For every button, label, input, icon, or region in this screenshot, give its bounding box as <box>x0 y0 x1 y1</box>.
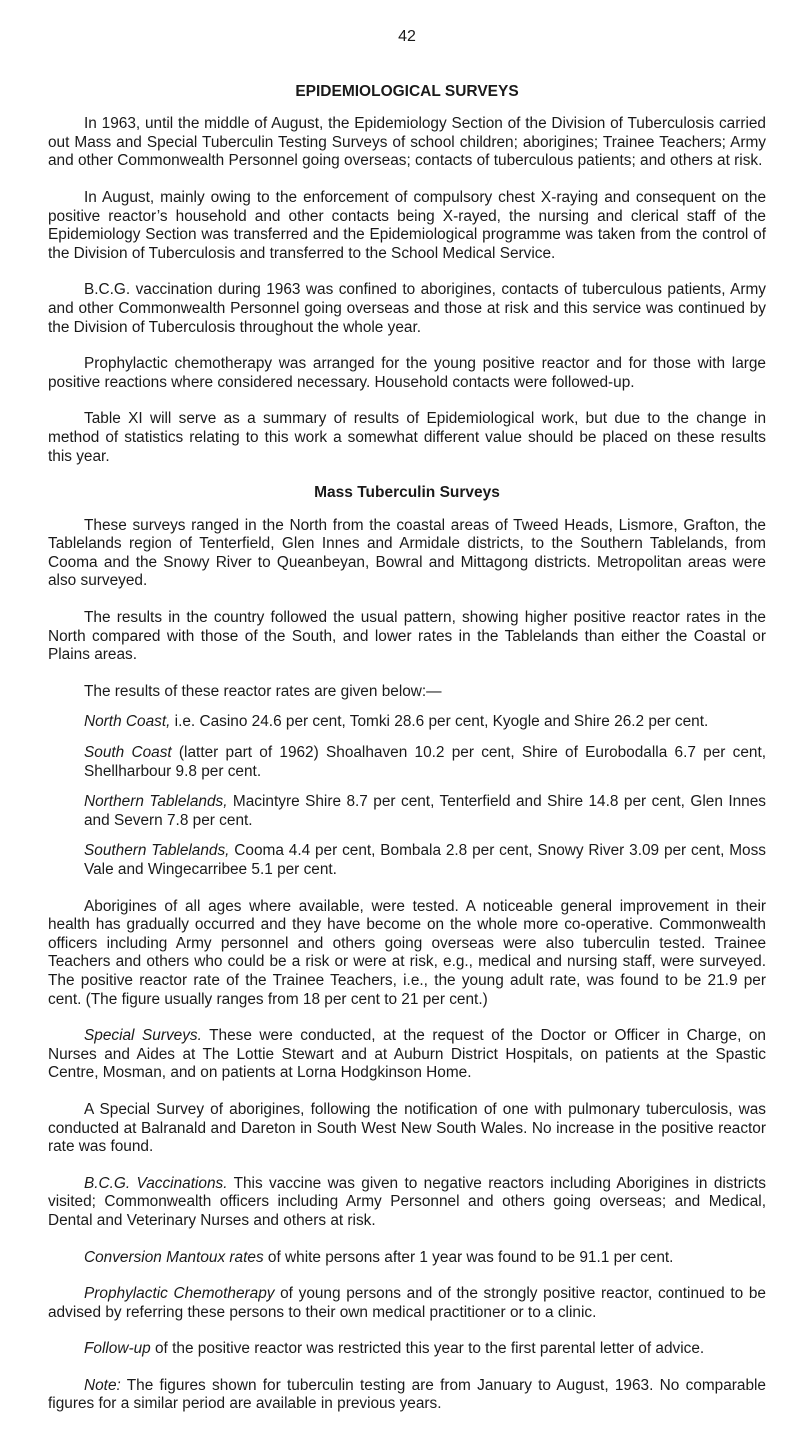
region-label: South Coast <box>84 744 172 762</box>
mass-paragraph-2: The results in the country followed the usual pattern, showing higher positive reactor rates in the North compared with those of the South, and lower rates in the Tablelands than either the Coastal or Plains areas. <box>48 609 766 664</box>
region-text: (latter part of 1962) Shoalhaven 10.2 per cent, Shire of Eurobodalla 6.7 per cent, Shellharbour 9.8 per cent. <box>84 744 767 780</box>
region-text: Cooma 4.4 per cent, Bombala 2.8 per cent, Snowy River 3.09 per cent, Moss Vale and Wingecarribee 5.1 per cent. <box>84 842 766 878</box>
paragraph-text: A Special Survey of aborigines, following the notification of one with pulmonary tuberculosis, was conducted at Balranald and Dareton in South West New South Wales. No increase in the positive reactor rate was found. <box>48 1100 766 1156</box>
follow-up-paragraph <box>48 1340 766 1359</box>
paragraph-label: Special Surveys. <box>84 1027 202 1045</box>
intro-paragraph-3: B.C.G. vaccination during 1963 was confined to aborigines, contacts of tuberculous patients, Army and other Commonwealth Personnel going overseas and those at risk and this service was continued by the Division of Tuberculosis throughout the whole year. <box>48 281 766 336</box>
paragraph-label: Note: <box>84 1376 121 1394</box>
region-southern-tablelands <box>48 842 766 879</box>
special-surveys-paragraph <box>48 1027 766 1083</box>
document-page <box>48 28 766 1432</box>
paragraph-label: B.C.G. Vaccinations. <box>84 1174 228 1192</box>
bcg-vaccinations-paragraph <box>48 1175 766 1231</box>
note-paragraph <box>48 1377 766 1414</box>
aborigines-special-survey-paragraph <box>48 1101 766 1157</box>
region-text: Macintyre Shire 8.7 per cent, Tenterfield and Shire 14.8 per cent, Glen Innes and Severn 7.8 per cent. <box>84 793 766 829</box>
paragraph-text: The figures shown for tuberculin testing are from January to August, 1963. No comparable figures for a similar period are available in previous years. <box>48 1376 766 1413</box>
intro-paragraph-5: Table XI will serve as a summary of results of Epidemiological work, but due to the change in method of statistics relating to this work a somewhat different value should be placed on these results this year. <box>48 410 766 465</box>
page-title: EPIDEMIOLOGICAL SURVEYS <box>295 82 519 100</box>
paragraph-label: Conversion Mantoux rates <box>84 1248 264 1266</box>
prophylactic-chemotherapy-paragraph <box>48 1285 766 1322</box>
region-label: North Coast, <box>84 713 171 731</box>
aborigines-paragraph: Aborigines of all ages where available, were tested. A noticeable general improvement in their health has gradually occurred and they have become on the whole more co-operative. Commonwealth officers including Army personnel and others going overseas were also tuberculin tested. Trainee Teachers and others who could be a risk or were at risk, e.g., medical and nursing staff, were surveyed. The positive reactor rate of the Trainee Teachers, i.e., the young adult rate, was found to be 21.9 per cent. (The figure usually ranges from 18 per cent to 21 per cent.) <box>48 897 766 1008</box>
paragraph-text: of the positive reactor was restricted this year to the first parental letter of advice. <box>150 1340 705 1358</box>
paragraph-text: of young persons and of the strongly positive reactor, continued to be advised by referring these persons to their own medical practitioner or to a clinic. <box>48 1285 766 1321</box>
results-list-intro: The results of these reactor rates are given below:— <box>84 682 442 700</box>
region-south-coast <box>48 744 766 781</box>
page-number: 42 <box>398 28 416 45</box>
mass-surveys-heading: Mass Tuberculin Surveys <box>314 484 500 502</box>
intro-paragraph-4: Prophylactic chemotherapy was arranged for the young positive reactor and for those with large positive reactions where considered necessary. Household contacts were followed-up. <box>48 355 766 391</box>
paragraph-label: Prophylactic Chemotherapy <box>84 1285 275 1303</box>
mass-paragraph-1: These surveys ranged in the North from the coastal areas of Tweed Heads, Lismore, Grafton, the Tablelands region of Tenterfield, Glen Innes and Armidale districts, to the Southern Tablelands, from Cooma and the Snowy River to Queanbeyan, Bowral and Mittagong districts. Metropolitan areas were also surveyed. <box>48 516 766 590</box>
paragraph-text: These were conducted, at the request of the Doctor or Officer in Charge, on Nurses and Aides at The Lottie Stewart and at Auburn District Hospitals, on patients at the Spastic Centre, Mosman, and on patients at Lorna Hodgkinson Home. <box>48 1027 766 1082</box>
paragraph-text: of white persons after 1 year was found to be 91.1 per cent. <box>263 1248 674 1266</box>
intro-paragraph-1: In 1963, until the middle of August, the Epidemiology Section of the Division of Tuberculosis carried out Mass and Special Tuberculin Testing Surveys of school children; aborigines; Trainee Teachers; Army and other Commonwealth Personnel going overseas; contacts of tuberculous patients; and others at risk. <box>48 115 766 170</box>
region-label: Northern Tablelands, <box>84 793 228 811</box>
paragraph-label: Follow-up <box>84 1340 151 1358</box>
paragraph-text: This vaccine was given to negative reactors including Aborigines in districts visited; Commonwealth officers including Army Personnel and others going overseas; and Medical, Dental and Veterinary Nurses and others at risk. <box>48 1174 766 1229</box>
region-north-coast <box>48 713 766 732</box>
region-label: Southern Tablelands, <box>84 842 230 860</box>
region-northern-tablelands <box>48 793 766 830</box>
conversion-mantoux-paragraph <box>48 1249 766 1268</box>
intro-paragraph-2: In August, mainly owing to the enforcement of compulsory chest X-raying and consequent on the positive reactor’s household and other contacts being X-rayed, the nursing and clerical staff of the Epidemiology Section was transferred and the Epidemiological programme was taken from the control of the Division of Tuberculosis and transferred to the School Medical Service. <box>48 188 766 262</box>
region-text: i.e. Casino 24.6 per cent, Tomki 28.6 per cent, Kyogle and Shire 26.2 per cent. <box>170 713 709 731</box>
